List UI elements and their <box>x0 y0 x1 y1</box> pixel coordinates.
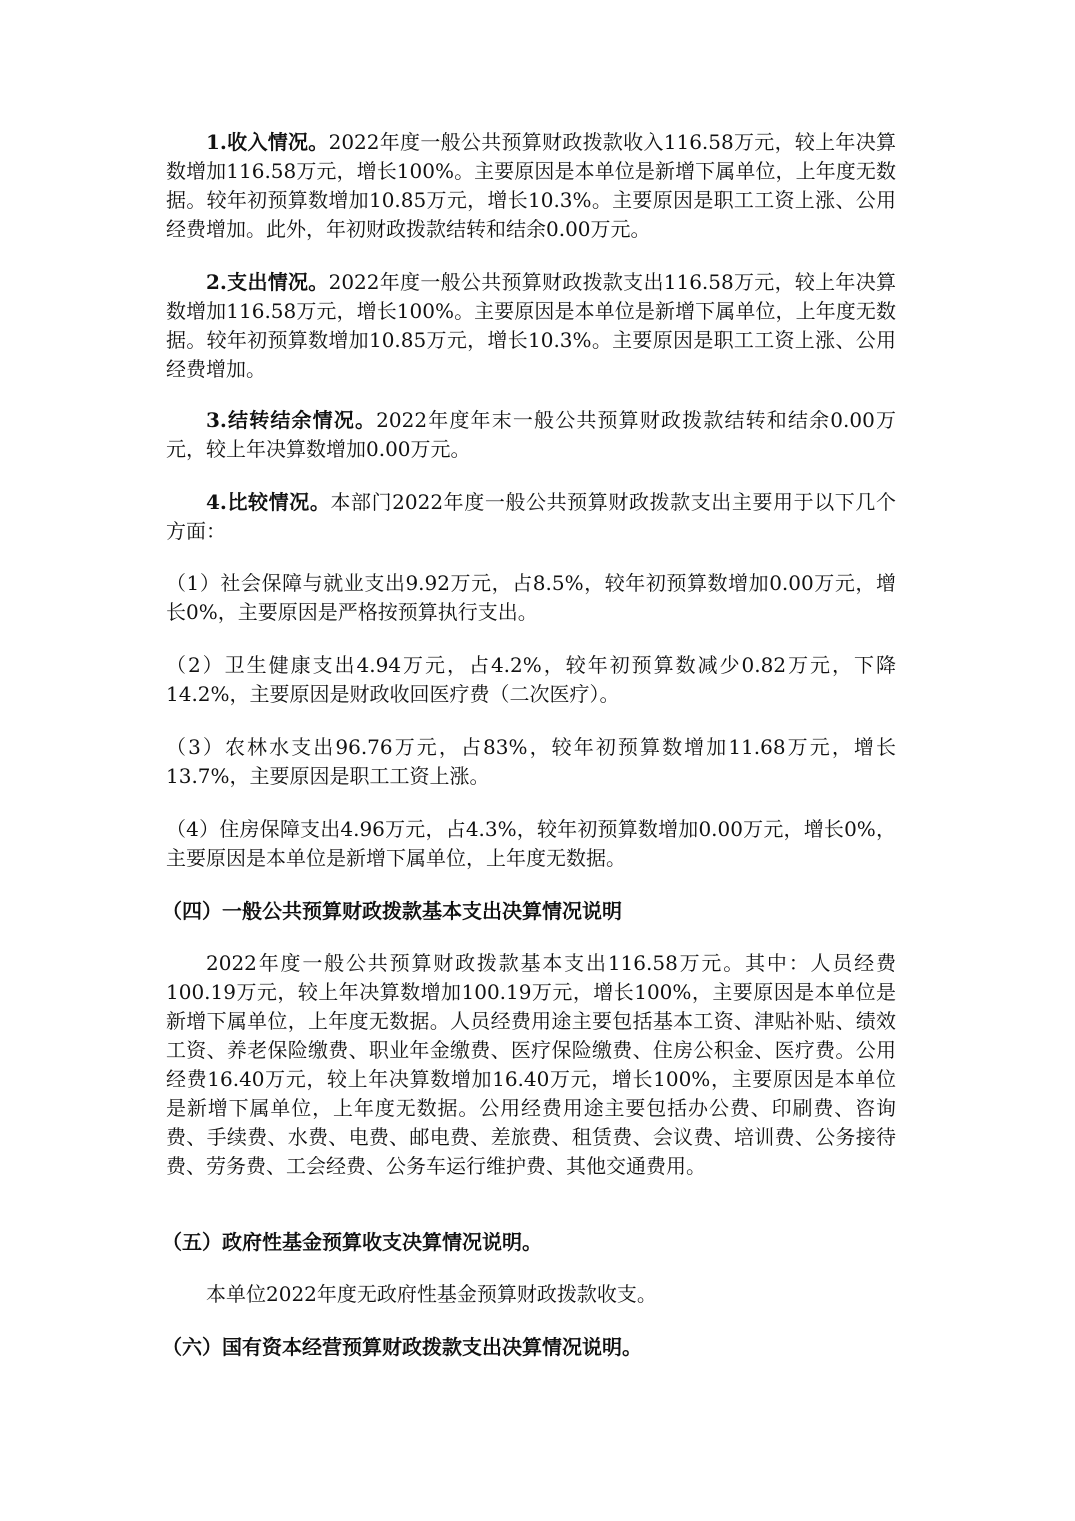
list-item: （2）卫生健康支出4.94万元，占4.2%，较年初预算数减少0.82万元，下降14.2%，主要原因是财政收回医疗费（二次医疗）。 <box>166 653 896 706</box>
paragraph-body: 2022年度年末一般公共预算财政拨款结转和结余0.00万元，较上年决算数增加0.00万元。 <box>166 408 896 461</box>
paragraph-lead: 1.收入情况。 <box>206 130 329 154</box>
list-item: （1）社会保障与就业支出9.92万元，占8.5%，较年初预算数增加0.00万元，增长0%，主要原因是严格按预算执行支出。 <box>166 571 896 624</box>
paragraph-expenditure <box>166 268 896 384</box>
section-heading-5: （五）政府性基金预算收支决算情况说明。 <box>162 1230 542 1254</box>
paragraph-basic-expenditure: 2022年度一般公共预算财政拨款基本支出116.58万元。其中：人员经费100.19万元，较上年决算数增加100.19万元，增长100%，主要原因是本单位是新增下属单位，上年度无数据。人员经费用途主要包括基本工资、津贴补贴、绩效工资、养老保险缴费、职业年金缴费、医疗保险缴费、住房公积金、医疗费。公用经费16.40万元，较上年决算数增加16.40万元，增长100%，主要原因是本单位是新增下属单位，上年度无数据。公用经费用途主要包括办公费、印刷费、咨询费、手续费、水费、电费、邮电费、差旅费、租赁费、会议费、培训费、公务接待费、劳务费、工会经费、公务车运行维护费、其他交通费用。 <box>166 951 896 1178</box>
paragraph-body: 2022年度一般公共预算财政拨款收入116.58万元，较上年决算数增加116.58万元，增长100%。主要原因是本单位是新增下属单位，上年度无数据。较年初预算数增加10.85万元，增长10.3%。主要原因是职工工资上涨、公用经费增加。此外，年初财政拨款结转和结余0.00万元。 <box>166 130 896 241</box>
paragraph-government-fund: 本单位2022年度无政府性基金预算财政拨款收支。 <box>206 1282 657 1306</box>
section-heading-6: （六）国有资本经营预算财政拨款支出决算情况说明。 <box>162 1335 642 1359</box>
list-item: （4）住房保障支出4.96万元，占4.3%，较年初预算数增加0.00万元，增长0%，主要原因是本单位是新增下属单位，上年度无数据。 <box>166 817 896 870</box>
paragraph-lead: 2.支出情况。 <box>206 270 329 294</box>
paragraph-body: 本部门2022年度一般公共预算财政拨款支出主要用于以下几个方面： <box>166 490 896 543</box>
paragraph-body: 2022年度一般公共预算财政拨款支出116.58万元，较上年决算数增加116.58万元，增长100%。主要原因是本单位是新增下属单位，上年度无数据。较年初预算数增加10.85万元，增长10.3%。主要原因是职工工资上涨、公用经费增加。 <box>166 270 896 381</box>
paragraph-income <box>166 128 896 244</box>
paragraph-carryover <box>166 406 896 464</box>
paragraph-lead: 4.比较情况。 <box>206 490 331 514</box>
paragraph-lead: 3.结转结余情况。 <box>206 408 377 432</box>
paragraph-comparison <box>166 488 896 546</box>
list-item: （3）农林水支出96.76万元，占83%，较年初预算数增加11.68万元，增长13.7%，主要原因是职工工资上涨。 <box>166 735 896 788</box>
section-heading-4: （四）一般公共预算财政拨款基本支出决算情况说明 <box>162 899 622 923</box>
